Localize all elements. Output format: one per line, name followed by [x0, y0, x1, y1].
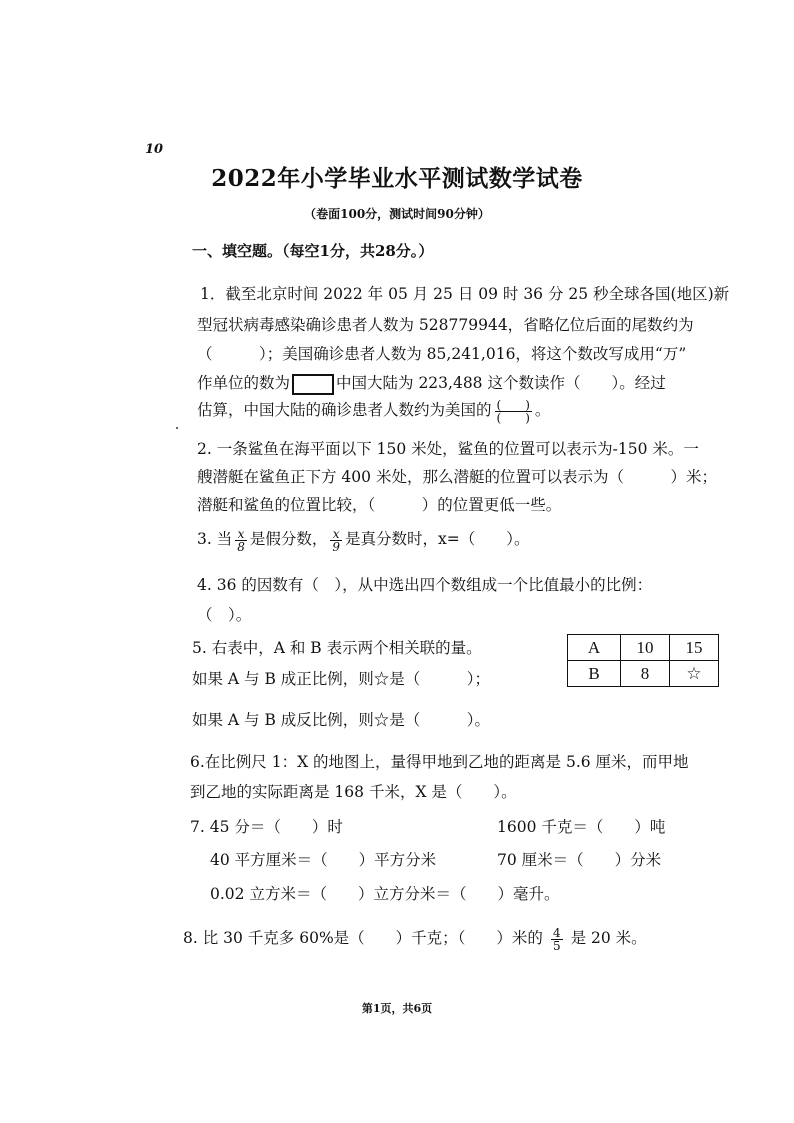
page-number-handwritten: 10	[145, 142, 164, 157]
fraction-numerator: 4	[552, 925, 561, 940]
fraction-numerator: x	[235, 528, 247, 541]
q4-line-2: （ ）。	[197, 606, 252, 624]
q1-period: 。	[534, 401, 551, 419]
table-cell: 15	[670, 635, 719, 661]
blank-denominator: ( )	[496, 410, 530, 425]
blank-fraction	[495, 399, 532, 424]
q5-line-1: 5. 右表中，A 和 B 表示两个相关联的量。	[192, 639, 482, 657]
q8-line	[183, 926, 647, 952]
table-row	[568, 661, 719, 687]
q4-line-1: 4. 36 的因数有（ ），从中选出四个数组成一个比值最小的比例：	[197, 576, 653, 594]
q5-line-2: 如果 A 与 B 成正比例，则☆是（ ）；	[192, 670, 491, 688]
q3-text-b: 是假分数，	[249, 530, 328, 548]
q3-line	[197, 527, 530, 553]
table-cell: ☆	[670, 661, 719, 687]
fraction-x-over-8	[235, 528, 247, 553]
scan-speck	[176, 427, 178, 429]
fraction-denominator: 8	[237, 539, 245, 554]
section-heading: 一、填空题。（每空1分，共28分。）	[192, 242, 434, 260]
q6-line-2: 到乙地的实际距离是 168 千米，X 是（ ）。	[190, 783, 517, 801]
table-cell: 10	[621, 635, 670, 661]
table-cell: B	[568, 661, 621, 687]
q8-text-b: 是 20 米。	[570, 929, 647, 947]
q2-line-1: 2. 一条鲨鱼在海平面以下 150 米处，鲨鱼的位置可以表示为-150 米。一	[197, 440, 699, 458]
table-row	[568, 635, 719, 661]
q7-item-c: 40 平方厘米＝（ ）平方分米	[210, 851, 437, 869]
exam-subtitle: （卷面100分，测试时间90分钟）	[304, 207, 490, 221]
q1-line-2: 型冠状病毒感染确诊患者人数为 528779944，省略亿位后面的尾数约为	[197, 316, 694, 334]
fraction-x-over-9	[330, 528, 342, 553]
q1-line-5-text: 估算，中国大陆的确诊患者人数约为美国的	[197, 401, 492, 419]
q1-line-4-text-a: 作单位的数为	[197, 374, 291, 392]
q2-line-2: 艘潜艇在鲨鱼正下方 400 米处，那么潜艇的位置可以表示为（ ）米；	[197, 468, 717, 486]
q8-text-a: 8. 比 30 千克多 60%是（ ）千克；（ ）米的	[183, 929, 543, 947]
q6-line-1: 6.在比例尺 1：X 的地图上，量得甲地到乙地的距离是 5.6 厘米，而甲地	[190, 753, 689, 771]
q7-item-a: 7. 45 分＝（ ）时	[190, 818, 343, 836]
q5-line-3: 如果 A 与 B 成反比例，则☆是（ ）。	[192, 711, 491, 729]
ab-table	[567, 634, 719, 687]
q2-line-3: 潜艇和鲨鱼的位置比较，（ ）的位置更低一些。	[197, 496, 562, 514]
answer-bracket	[292, 374, 334, 395]
table-cell: 8	[621, 661, 670, 687]
blank-numerator: ( )	[496, 397, 530, 412]
q1-line-3: （ ）；美国确诊患者人数为 85,241,016，将这个数改写成用“万”	[197, 345, 687, 363]
q7-item-b: 1600 千克＝（ ）吨	[497, 818, 666, 836]
q3-text-c: 是真分数时，x=（ ）。	[345, 530, 530, 548]
exam-title: 2022年小学毕业水平测试数学试卷	[211, 165, 583, 192]
q1-line-4-text-b: 中国大陆为 223,488 这个数读作（ ）。经过	[336, 374, 666, 392]
q1-line-1: 1．截至北京时间 2022 年 05 月 25 日 09 时 36 分 25 秒全球各国(地区)新	[200, 285, 730, 303]
q1-line-4	[197, 371, 666, 395]
fraction-denominator: 5	[552, 938, 561, 953]
fraction-denominator: 9	[332, 539, 341, 554]
q7-item-d: 70 厘米＝（ ）分米	[497, 851, 662, 869]
table-cell: A	[568, 635, 621, 661]
q3-text-a: 3. 当	[197, 530, 233, 548]
page-footer: 第1页，共6页	[361, 1002, 433, 1015]
fraction-numerator: x	[330, 528, 342, 541]
q1-line-5	[197, 398, 550, 424]
fraction-four-fifths	[551, 927, 563, 952]
q7-item-e: 0.02 立方米＝（ ）立方分米＝（ ）毫升。	[210, 885, 560, 903]
